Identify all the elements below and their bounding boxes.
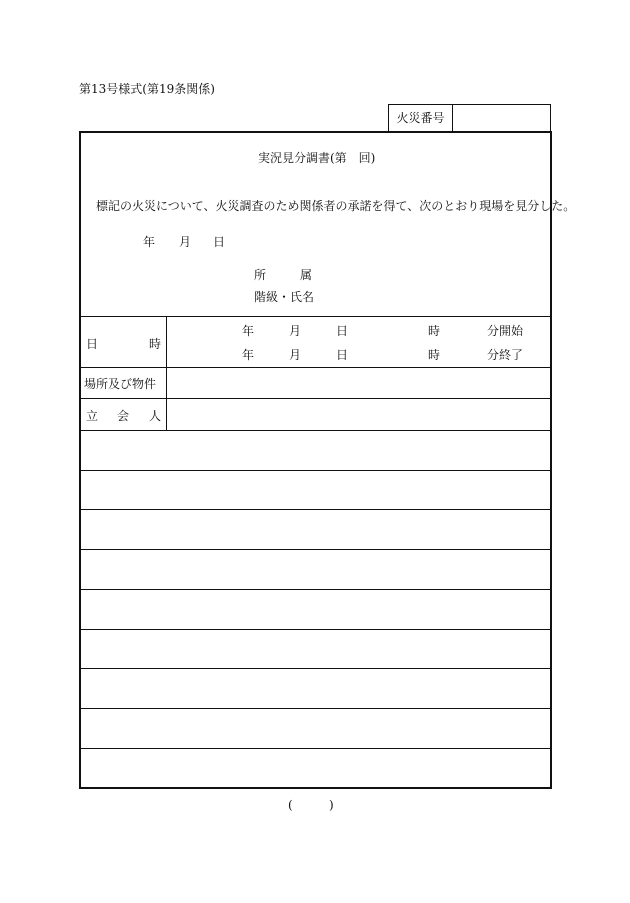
place-label: 場所及び物件 — [84, 377, 157, 391]
row-divider — [79, 367, 552, 368]
start-day: 日 — [336, 324, 349, 338]
end-hour: 時 — [428, 348, 441, 362]
witness-label-a: 立 — [86, 409, 99, 423]
date-day: 日 — [213, 235, 226, 249]
row-divider — [79, 549, 552, 550]
end-minute-status: 分終了 — [487, 348, 524, 362]
form-id: 第13号様式(第19条関係) — [79, 82, 215, 96]
end-year: 年 — [242, 348, 255, 362]
datetime-label-b: 時 — [149, 337, 162, 351]
footer-paren-open: ( — [288, 798, 293, 812]
affiliation-label-a: 所 — [254, 268, 267, 282]
row-divider — [79, 629, 552, 630]
witness-label-b: 会 — [117, 409, 130, 423]
fire-number-field[interactable] — [453, 105, 550, 132]
row-divider — [79, 708, 552, 709]
rank-name-label: 階級・氏名 — [254, 290, 315, 304]
affiliation-label-b: 属 — [300, 268, 313, 282]
row-divider — [79, 589, 552, 590]
date-year: 年 — [143, 235, 156, 249]
row-divider — [79, 668, 552, 669]
date-month: 月 — [179, 235, 192, 249]
fire-number-box — [388, 104, 551, 131]
start-minute-status: 分開始 — [487, 324, 524, 338]
witness-label-c: 人 — [149, 409, 162, 423]
start-year: 年 — [242, 324, 255, 338]
end-month: 月 — [289, 348, 302, 362]
start-month: 月 — [289, 324, 302, 338]
row-divider — [79, 470, 552, 471]
start-hour: 時 — [428, 324, 441, 338]
datetime-label-a: 日 — [86, 337, 99, 351]
label-column-divider — [166, 316, 167, 430]
fire-number-label: 火災番号 — [389, 105, 453, 132]
row-divider — [79, 748, 552, 749]
row-divider — [79, 398, 552, 399]
row-divider — [79, 316, 552, 317]
row-divider — [79, 430, 552, 431]
row-divider — [79, 509, 552, 510]
end-day: 日 — [336, 348, 349, 362]
report-statement: 標記の火災について、火災調査のため関係者の承諾を得て、次のとおり現場を見分した。 — [96, 199, 576, 213]
report-title: 実況見分調書(第 回) — [258, 151, 376, 165]
footer-paren-close: ) — [329, 798, 334, 812]
report-frame — [79, 131, 552, 789]
